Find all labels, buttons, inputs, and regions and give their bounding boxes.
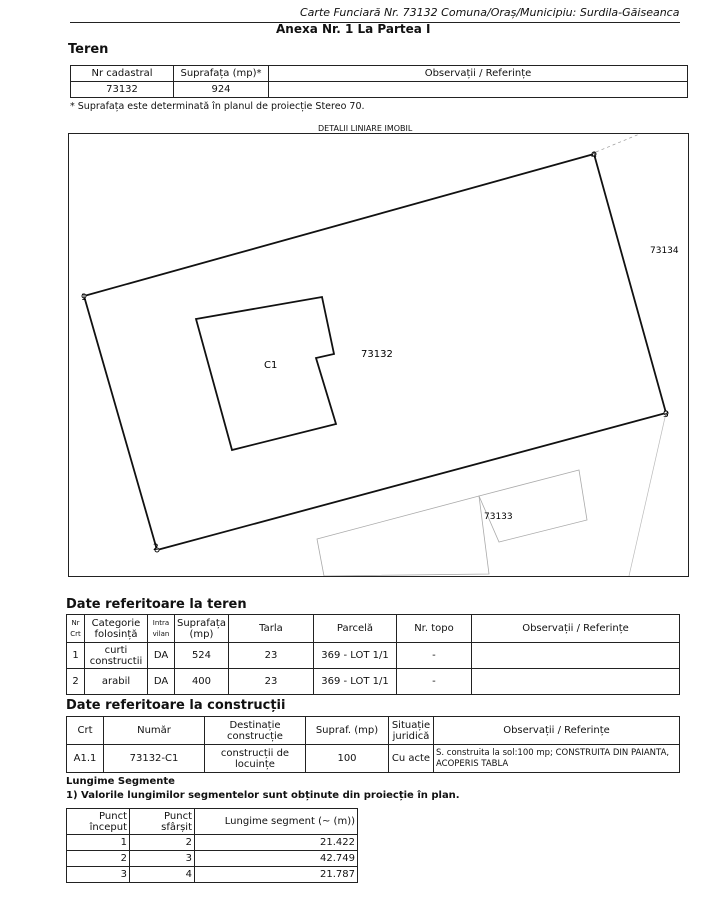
dt-header-parcela: Parcelă xyxy=(313,615,396,643)
teren-table xyxy=(70,65,688,98)
neighbor-parcel-73133 xyxy=(317,496,489,576)
neighbor-boundary-se xyxy=(629,413,666,576)
dt-cell: 369 - LOT 1/1 xyxy=(313,669,396,695)
dt-cell: 23 xyxy=(228,643,313,669)
dt-header-suprafata: Suprafața (mp) xyxy=(175,615,229,643)
teren-cell-suprafata: 924 xyxy=(174,82,269,98)
dt-cell: DA xyxy=(148,643,175,669)
date-constructii-table xyxy=(66,716,680,773)
date-constructii-title: Date referitoare la construcții xyxy=(66,698,286,713)
seg-header-lungime: Lungime segment (~ (m)) xyxy=(195,809,358,835)
dc-header-situatie: Situație juridică xyxy=(389,717,434,745)
dc-header-destinatie: Destinație construcție xyxy=(205,717,306,745)
seg-cell: 21.787 xyxy=(195,867,358,883)
seg-header-sfarsit: Punct sfârșit xyxy=(130,809,195,835)
point-label-1: 1 xyxy=(81,293,87,303)
table-row xyxy=(67,643,680,669)
dt-cell: 2 xyxy=(67,669,85,695)
seg-cell: 3 xyxy=(130,851,195,867)
neighbor-boundary-ne xyxy=(596,134,688,152)
teren-cell-observatii xyxy=(269,82,688,98)
seg-cell: 2 xyxy=(67,851,130,867)
teren-header-observatii: Observații / Referințe xyxy=(269,66,688,82)
dc-cell: construcții de locuințe xyxy=(205,745,306,773)
dc-cell: A1.1 xyxy=(67,745,104,773)
dc-cell: Cu acte xyxy=(389,745,434,773)
table-row xyxy=(67,867,358,883)
building-label-c1: C1 xyxy=(264,360,278,371)
dt-cell: arabil xyxy=(85,669,148,695)
seg-header-inceput: Punct început xyxy=(67,809,130,835)
table-row xyxy=(67,835,358,851)
dt-cell xyxy=(471,669,679,695)
seg-cell: 2 xyxy=(130,835,195,851)
dt-header-intravilan: Intra vilan xyxy=(148,615,175,643)
plan-title: DETALII LINIARE IMOBIL xyxy=(318,124,413,133)
plan-drawing xyxy=(69,134,688,576)
dt-header-nr-topo: Nr. topo xyxy=(396,615,471,643)
parcel-label-73134: 73134 xyxy=(650,246,679,256)
seg-cell: 3 xyxy=(67,867,130,883)
dt-header-observatii: Observații / Referințe xyxy=(471,615,679,643)
segmente-table xyxy=(66,808,358,883)
carte-funciara-header: Carte Funciară Nr. 73132 Comuna/Oraș/Municipiu: Surdila-Găiseanca xyxy=(300,6,680,19)
teren-header-suprafata: Suprafața (mp)* xyxy=(174,66,269,82)
table-row xyxy=(67,745,680,773)
dt-cell: - xyxy=(396,643,471,669)
dc-cell: 73132-C1 xyxy=(104,745,205,773)
dt-cell: 369 - LOT 1/1 xyxy=(313,643,396,669)
dt-cell xyxy=(471,643,679,669)
seg-cell: 21.422 xyxy=(195,835,358,851)
segmente-subtitle: 1) Valorile lungimilor segmentelor sunt obținute din proiecție în plan. xyxy=(66,790,460,801)
plan-frame xyxy=(68,133,689,577)
dt-cell: curti constructii xyxy=(85,643,148,669)
table-row xyxy=(67,851,358,867)
seg-cell: 4 xyxy=(130,867,195,883)
seg-cell: 42.749 xyxy=(195,851,358,867)
teren-title: Teren xyxy=(68,42,109,57)
seg-cell: 1 xyxy=(67,835,130,851)
dt-header-categorie: Categorie folosință xyxy=(85,615,148,643)
dc-header-numar: Număr xyxy=(104,717,205,745)
parcel-label-73133: 73133 xyxy=(484,512,513,522)
point-label-4: 4 xyxy=(591,151,597,161)
anexa-title: Anexa Nr. 1 La Partea I xyxy=(276,22,431,36)
point-label-2: 2 xyxy=(153,543,159,553)
building-c1 xyxy=(196,297,336,450)
date-teren-title: Date referitoare la teren xyxy=(66,597,247,612)
teren-cell-nr-cadastral: 73132 xyxy=(71,82,174,98)
dt-cell: 1 xyxy=(67,643,85,669)
date-teren-table xyxy=(66,614,680,695)
table-row xyxy=(67,669,680,695)
dt-header-nr: Nr Crt xyxy=(67,615,85,643)
dt-header-tarla: Tarla xyxy=(228,615,313,643)
dt-cell: 400 xyxy=(175,669,229,695)
dt-cell: - xyxy=(396,669,471,695)
teren-note: * Suprafața este determinată în planul de proiecție Stereo 70. xyxy=(70,101,365,112)
dc-header-supraf: Supraf. (mp) xyxy=(306,717,389,745)
point-label-3: 3 xyxy=(663,410,669,420)
dt-cell: 524 xyxy=(175,643,229,669)
parcel-label-73132: 73132 xyxy=(361,349,393,360)
dc-cell: S. construita la sol:100 mp; CONSTRUITA DIN PAIANTA, ACOPERIS TABLA xyxy=(434,745,680,773)
neighbor-parcel-73133-annex xyxy=(479,470,587,542)
dt-cell: 23 xyxy=(228,669,313,695)
teren-header-nr-cadastral: Nr cadastral xyxy=(71,66,174,82)
segmente-title: Lungime Segmente xyxy=(66,776,175,787)
dt-cell: DA xyxy=(148,669,175,695)
dc-cell: 100 xyxy=(306,745,389,773)
dc-header-observatii: Observații / Referințe xyxy=(434,717,680,745)
dc-header-crt: Crt xyxy=(67,717,104,745)
